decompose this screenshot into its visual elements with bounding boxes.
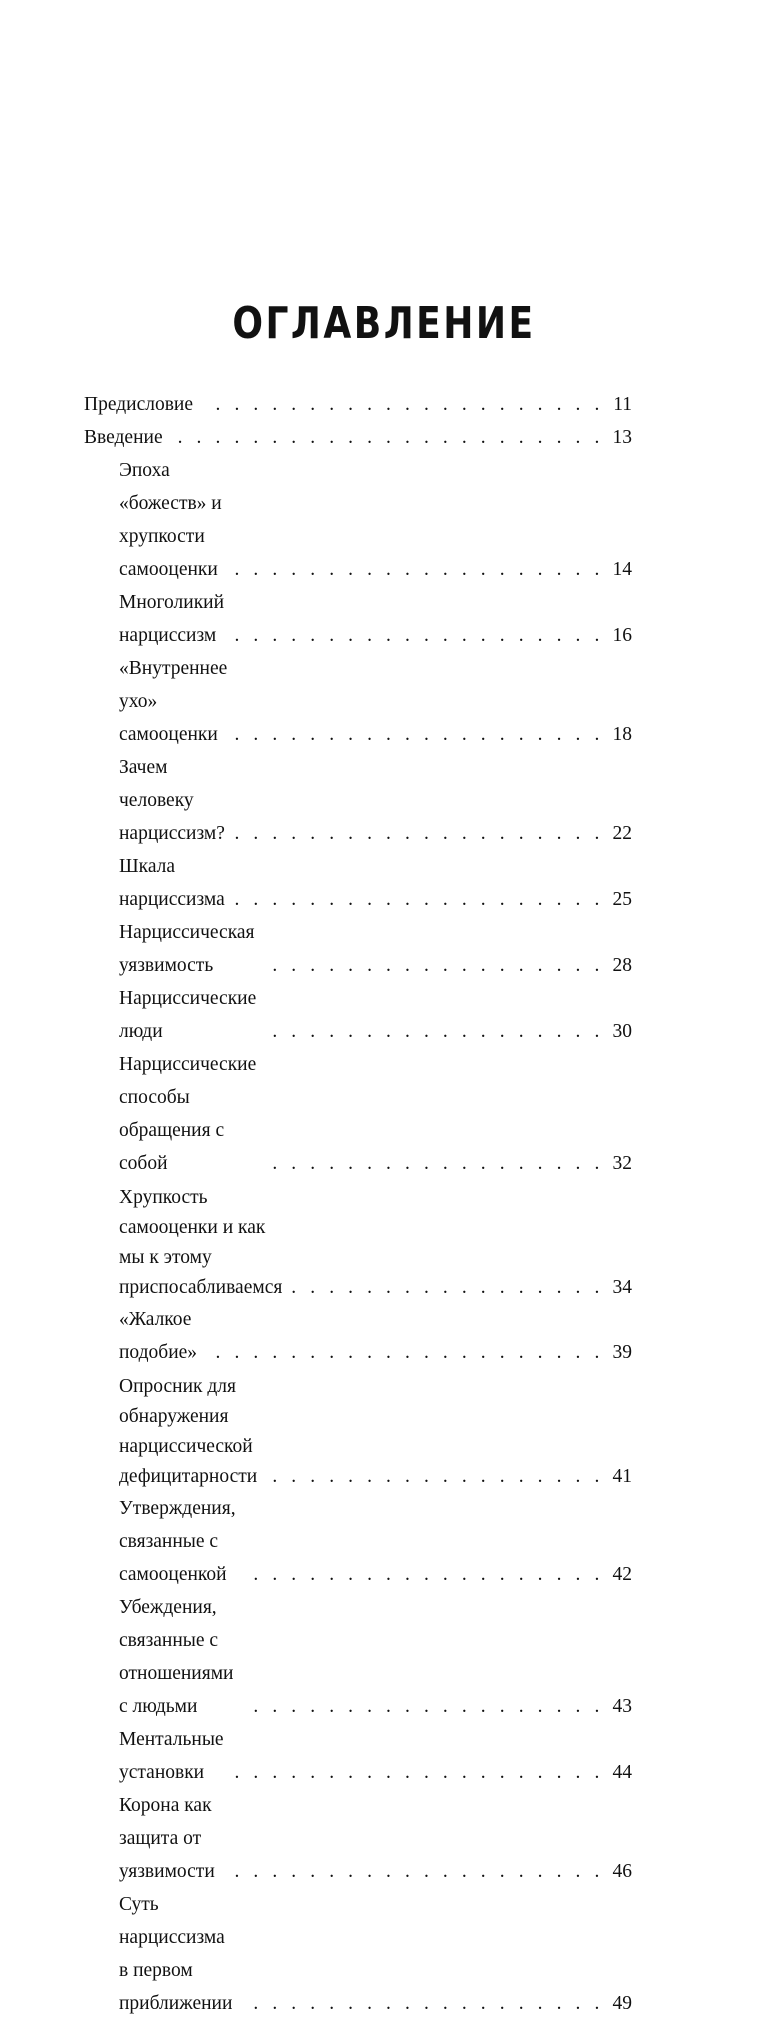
toc-leader-dots (201, 388, 604, 421)
toc-page-number: 14 (612, 559, 632, 580)
toc-entry (84, 421, 632, 454)
toc-subentry (84, 850, 632, 916)
toc-entry-label: Нарциссические способы обращения с собой (119, 1054, 257, 1174)
toc-entry-label-line2: дефицитарности (119, 1466, 258, 1487)
toc-page-number: 11 (613, 394, 632, 415)
toc-entry-label: Предисловие (84, 394, 194, 415)
toc-subentry (84, 586, 632, 652)
toc-entry-label-line1: Опросник для обнаружения нарциссической (119, 1376, 253, 1457)
toc-subentry (84, 1048, 632, 1180)
toc-page-number: 46 (612, 1861, 632, 1882)
toc-entry-label-line1: Хрупкость самооценки и как мы к этому (119, 1187, 266, 1268)
toc-page-number: 34 (612, 1277, 632, 1298)
toc-subentry (84, 1303, 632, 1369)
toc-page-number: 43 (612, 1696, 632, 1717)
toc-entry-label (119, 1372, 257, 1492)
toc-page-number: 44 (612, 1762, 632, 1783)
toc-entry-label: Эпоха «божеств» и хрупкости самооценки (119, 460, 222, 580)
toc-entry-label (119, 1183, 282, 1303)
toc-leader-dots (223, 1855, 604, 1888)
toc-leader-dots (243, 1690, 604, 1723)
toc-entry-label: Суть нарциссизма в первом приближении (119, 1894, 233, 2014)
toc-page-number: 41 (612, 1466, 632, 1487)
toc-page-number: 30 (612, 1021, 632, 1042)
toc-leader-dots (290, 1273, 604, 1303)
toc-entry-label: Утверждения, связанные с самооценкой (119, 1498, 236, 1585)
toc-entry-label-line2: приспосабливаемся (119, 1277, 283, 1298)
toc-page-number: 39 (612, 1342, 632, 1363)
toc-entry-label: Нарциссическая уязвимость (119, 922, 255, 976)
toc-subentry (84, 1789, 632, 1888)
toc-subentry (84, 454, 632, 586)
toc-entry-label: Шкала нарциссизма (119, 856, 225, 910)
toc-leader-dots (233, 883, 604, 916)
toc-leader-dots (205, 1336, 604, 1369)
toc-entry-label: Зачем человеку нарциссизм? (119, 757, 225, 844)
toc-leader-dots (171, 421, 604, 454)
toc-entry-label: «Жалкое подобие» (119, 1309, 198, 1363)
toc-subentry (84, 1591, 632, 1723)
toc-page-number: 42 (612, 1564, 632, 1585)
toc-page-number: 22 (612, 823, 632, 844)
toc-entry-label: Убеждения, связанные с отношениями с людьми (119, 1597, 234, 1717)
toc-subentry (84, 1888, 632, 2020)
toc-leader-dots (235, 718, 604, 751)
toc-subentry (84, 1183, 632, 1303)
toc-page-number: 16 (612, 625, 632, 646)
toc-entry (84, 388, 632, 421)
toc-leader-dots (233, 817, 604, 850)
toc-subentry (84, 1372, 632, 1492)
toc-page-number: 32 (612, 1153, 632, 1174)
toc-entry-label: «Внутреннее ухо» самооценки (119, 658, 228, 745)
toc-subentry (84, 1723, 632, 1789)
toc-leader-dots (231, 553, 604, 586)
toc-page-number: 49 (612, 1993, 632, 2014)
table-of-contents (84, 388, 632, 2020)
toc-entry-label: Введение (84, 427, 163, 448)
toc-leader-dots (265, 1462, 604, 1492)
toc-entry-label: Нарциссические люди (119, 988, 257, 1042)
toc-subentry (84, 1492, 632, 1591)
toc-page-number: 18 (612, 724, 632, 745)
toc-page-number: 13 (612, 427, 632, 448)
toc-subentry (84, 652, 632, 751)
toc-entry-label: Ментальные установки (119, 1729, 224, 1783)
toc-subentry (84, 751, 632, 850)
toc-leader-dots (263, 949, 604, 982)
toc-leader-dots (264, 1015, 604, 1048)
page-title: ОГЛАВЛЕНИЕ (232, 298, 536, 349)
toc-leader-dots (240, 1987, 604, 2020)
toc-entry-label: Корона как защита от уязвимости (119, 1795, 215, 1882)
toc-entry-label: Многоликий нарциссизм (119, 592, 225, 646)
toc-page-number: 25 (612, 889, 632, 910)
toc-page-number: 28 (612, 955, 632, 976)
toc-leader-dots (232, 1756, 604, 1789)
toc-leader-dots (232, 619, 604, 652)
toc-leader-dots (244, 1558, 604, 1591)
toc-subentry (84, 916, 632, 982)
toc-subentry (84, 982, 632, 1048)
